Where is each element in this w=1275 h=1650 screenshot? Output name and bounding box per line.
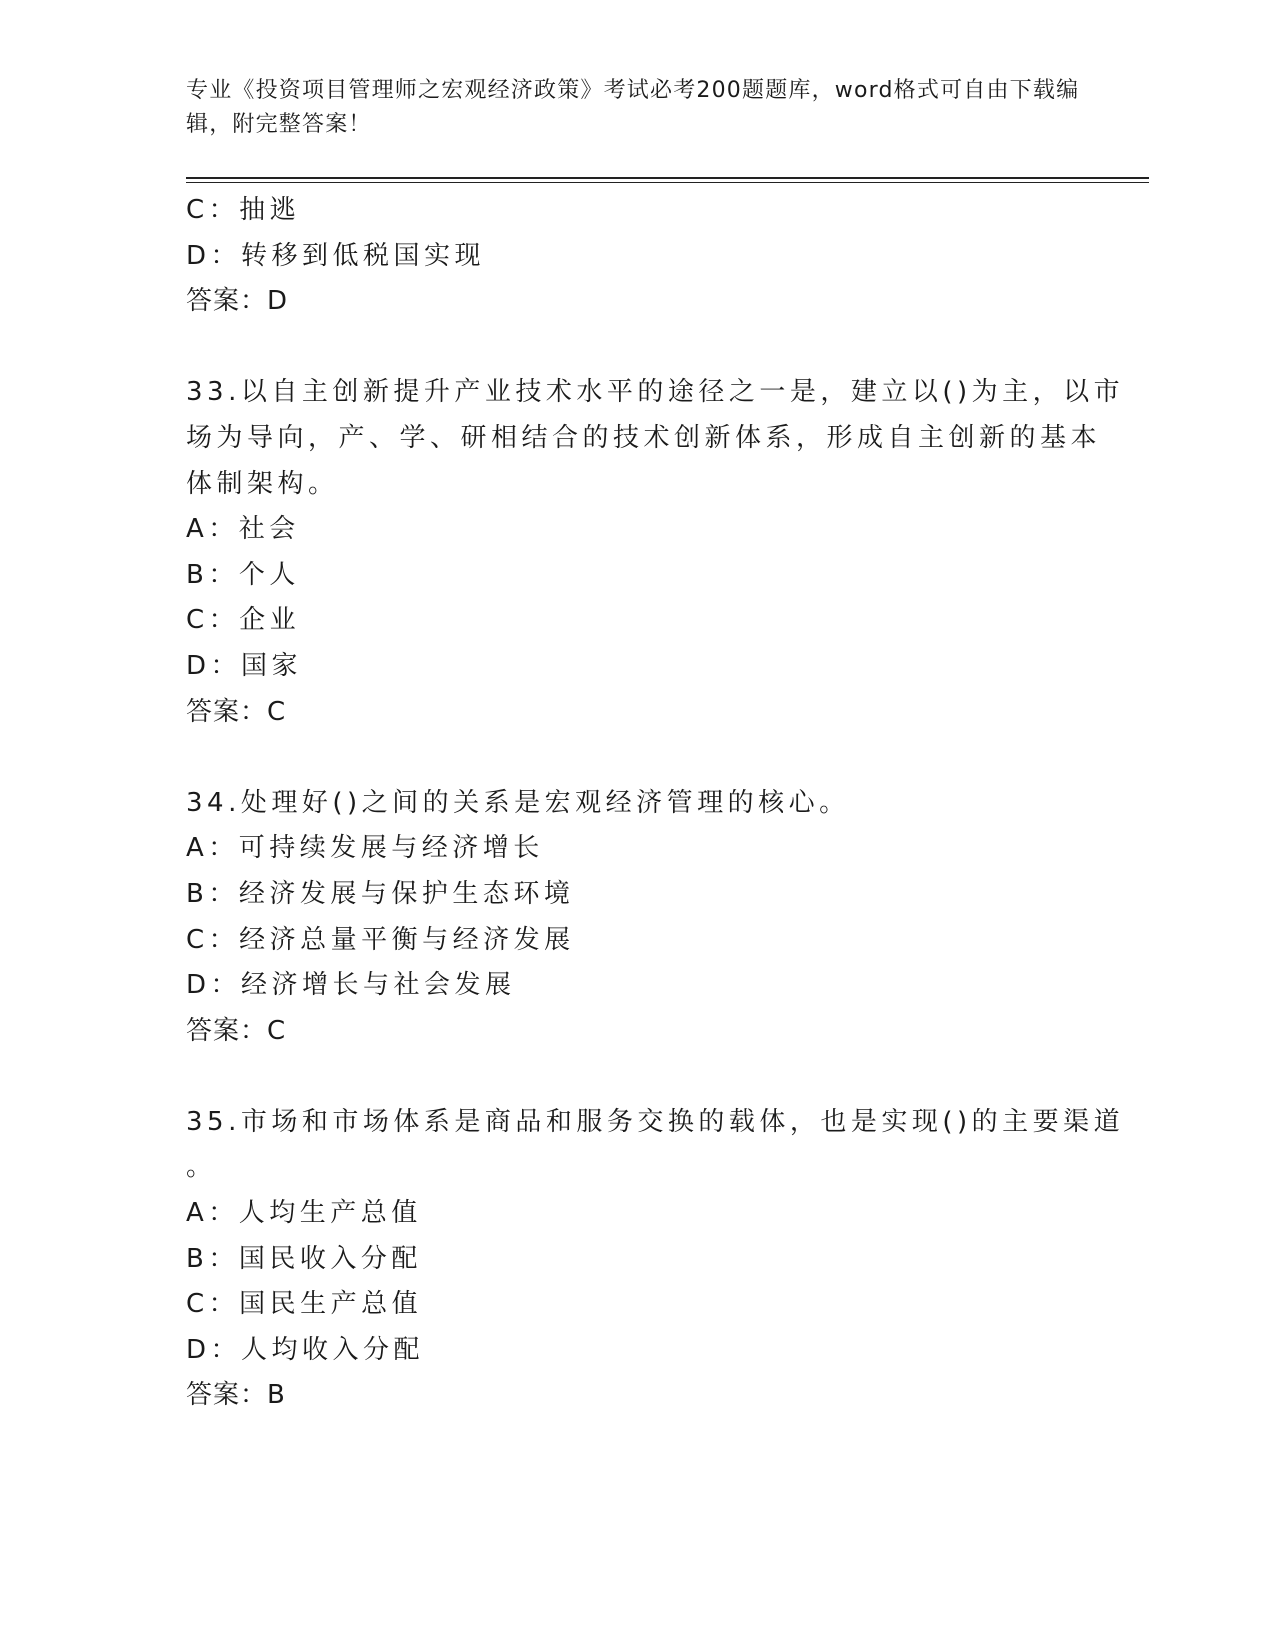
answer-line: 答案：D — [186, 286, 289, 317]
question-32-continuation — [186, 188, 1086, 325]
answer-line: 答案：C — [186, 696, 287, 727]
option-b: B：国民收入分配 — [186, 1243, 422, 1274]
header-rule-thin — [186, 182, 1149, 183]
spacer — [186, 735, 1086, 781]
question-stem-line: 33.以自主创新提升产业技术水平的途径之一是，建立以()为主，以市 — [186, 377, 1125, 408]
option-a: A：人均生产总值 — [186, 1198, 422, 1229]
option-b: B：经济发展与保护生态环境 — [186, 878, 575, 909]
spacer — [186, 1054, 1086, 1100]
question-content — [186, 188, 1125, 1419]
option-d: D：转移到低税国实现 — [186, 240, 486, 271]
spacer — [186, 325, 1086, 371]
question-stem-line: 35.市场和市场体系是商品和服务交换的载体，也是实现()的主要渠道 — [186, 1106, 1125, 1137]
option-c: C：企业 — [186, 605, 301, 636]
question-stem-line: 场为导向，产、学、研相结合的技术创新体系，形成自主创新的基本 — [186, 422, 1102, 453]
option-d: D：国家 — [186, 650, 303, 681]
option-c: C：抽逃 — [186, 195, 301, 225]
question-stem-line: 体制架构。 — [186, 468, 339, 499]
option-d: D：人均收入分配 — [186, 1334, 425, 1365]
option-c: C：国民生产总值 — [186, 1289, 423, 1320]
option-a: A：可持续发展与经济增长 — [186, 833, 544, 864]
answer-line: 答案：C — [186, 1015, 287, 1046]
option-d: D：经济增长与社会发展 — [186, 970, 516, 1001]
option-b: B：个人 — [186, 559, 300, 590]
option-c: C：经济总量平衡与经济发展 — [186, 924, 575, 955]
option-a: A：社会 — [186, 514, 300, 545]
header-rule-thick — [186, 177, 1149, 179]
question-stem-line: 。 — [186, 1152, 217, 1183]
question-34 — [186, 781, 1086, 1055]
question-35 — [186, 1100, 1125, 1419]
document-header: 专业《投资项目管理师之宏观经济政策》考试必考200题题库，word格式可自由下载编辑，附完整答案！ — [186, 78, 1080, 137]
question-33 — [186, 370, 1125, 735]
question-stem-line: 34.处理好()之间的关系是宏观经济管理的核心。 — [186, 787, 850, 818]
answer-line: 答案：B — [186, 1380, 286, 1411]
